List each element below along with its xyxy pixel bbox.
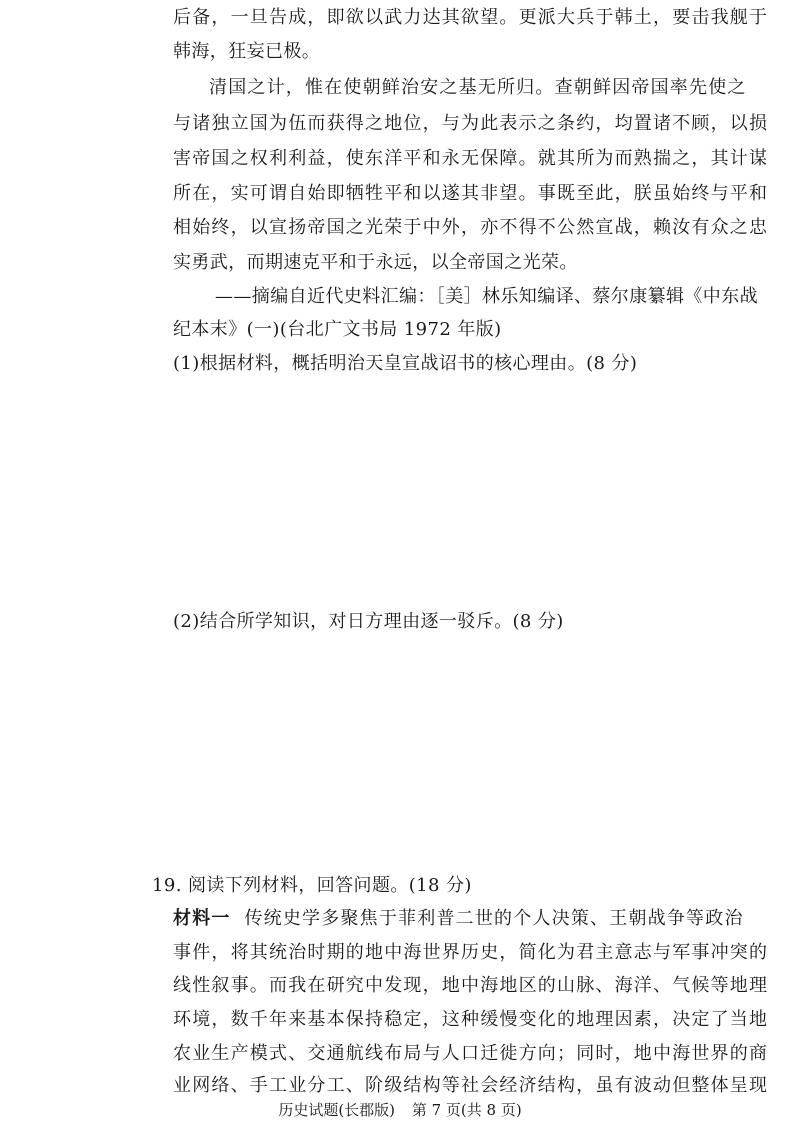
material-line: 所在，实可谓自始即牺牲平和以遂其非望。事既至此，朕虽始终与平和 <box>173 183 769 204</box>
footer-subject: 历史试题(长郡版) <box>278 1101 396 1119</box>
source-citation: ——摘编自近代史料汇编：［美］林乐知编译、蔡尔康纂辑《中东战 <box>215 286 758 307</box>
material-line: 相始终，以宣扬帝国之光荣于中外，亦不得不公然宣战，赖汝有众之忠 <box>173 217 769 238</box>
page-footer <box>0 1100 800 1120</box>
material-line: 环境，数千年来基本保持稳定，这种缓慢变化的地理因素，决定了当地 <box>173 1009 769 1030</box>
material-line: 事件，将其统治时期的地中海世界历史，简化为君主意志与军事冲突的 <box>173 942 769 963</box>
source-citation: 纪本末》(一)(台北广文书局 1972 年版) <box>173 319 502 340</box>
material-text: 传统史学多聚焦于菲利普二世的个人决策、王朝战争等政治 <box>244 908 744 929</box>
material-line: 与诸独立国为伍而获得之地位，与为此表示之条约，均置诸不顾，以损 <box>173 113 769 134</box>
material-label: 材料一 <box>173 908 231 929</box>
material-line: 线性叙事。而我在研究中发现，地中海地区的山脉、海洋、气候等地理 <box>173 975 769 996</box>
material-line: 农业生产模式、交通航线布局与人口迁徙方向；同时，地中海世界的商 <box>173 1043 769 1064</box>
question-2: (2)结合所学知识，对日方理由逐一驳斥。(8 分) <box>173 611 564 632</box>
material-line: 清国之计，惟在使朝鲜治安之基无所归。查朝鲜因帝国率先使之 <box>209 77 747 98</box>
material-line: 韩海，狂妄已极。 <box>173 41 321 62</box>
material-line: 实勇武，而期速克平和于永远，以全帝国之光荣。 <box>173 252 578 273</box>
footer-page-number: 第 7 页(共 8 页) <box>411 1101 522 1119</box>
material-line: 业网络、手工业分工、阶级结构等社会经济结构，虽有波动但整体呈现 <box>173 1075 769 1096</box>
question-19-heading: 19. 阅读下列材料，回答问题。(18 分) <box>152 875 472 896</box>
material-line: 后备，一旦告成，即欲以武力达其欲望。更派大兵于韩土，要击我舰于 <box>173 7 769 28</box>
material-1-first-line <box>173 907 744 931</box>
question-1: (1)根据材料，概括明治天皇宣战诏书的核心理由。(8 分) <box>173 353 638 374</box>
material-line: 害帝国之权利利益，使东洋平和永无保障。就其所为而熟揣之，其计谋 <box>173 148 769 169</box>
